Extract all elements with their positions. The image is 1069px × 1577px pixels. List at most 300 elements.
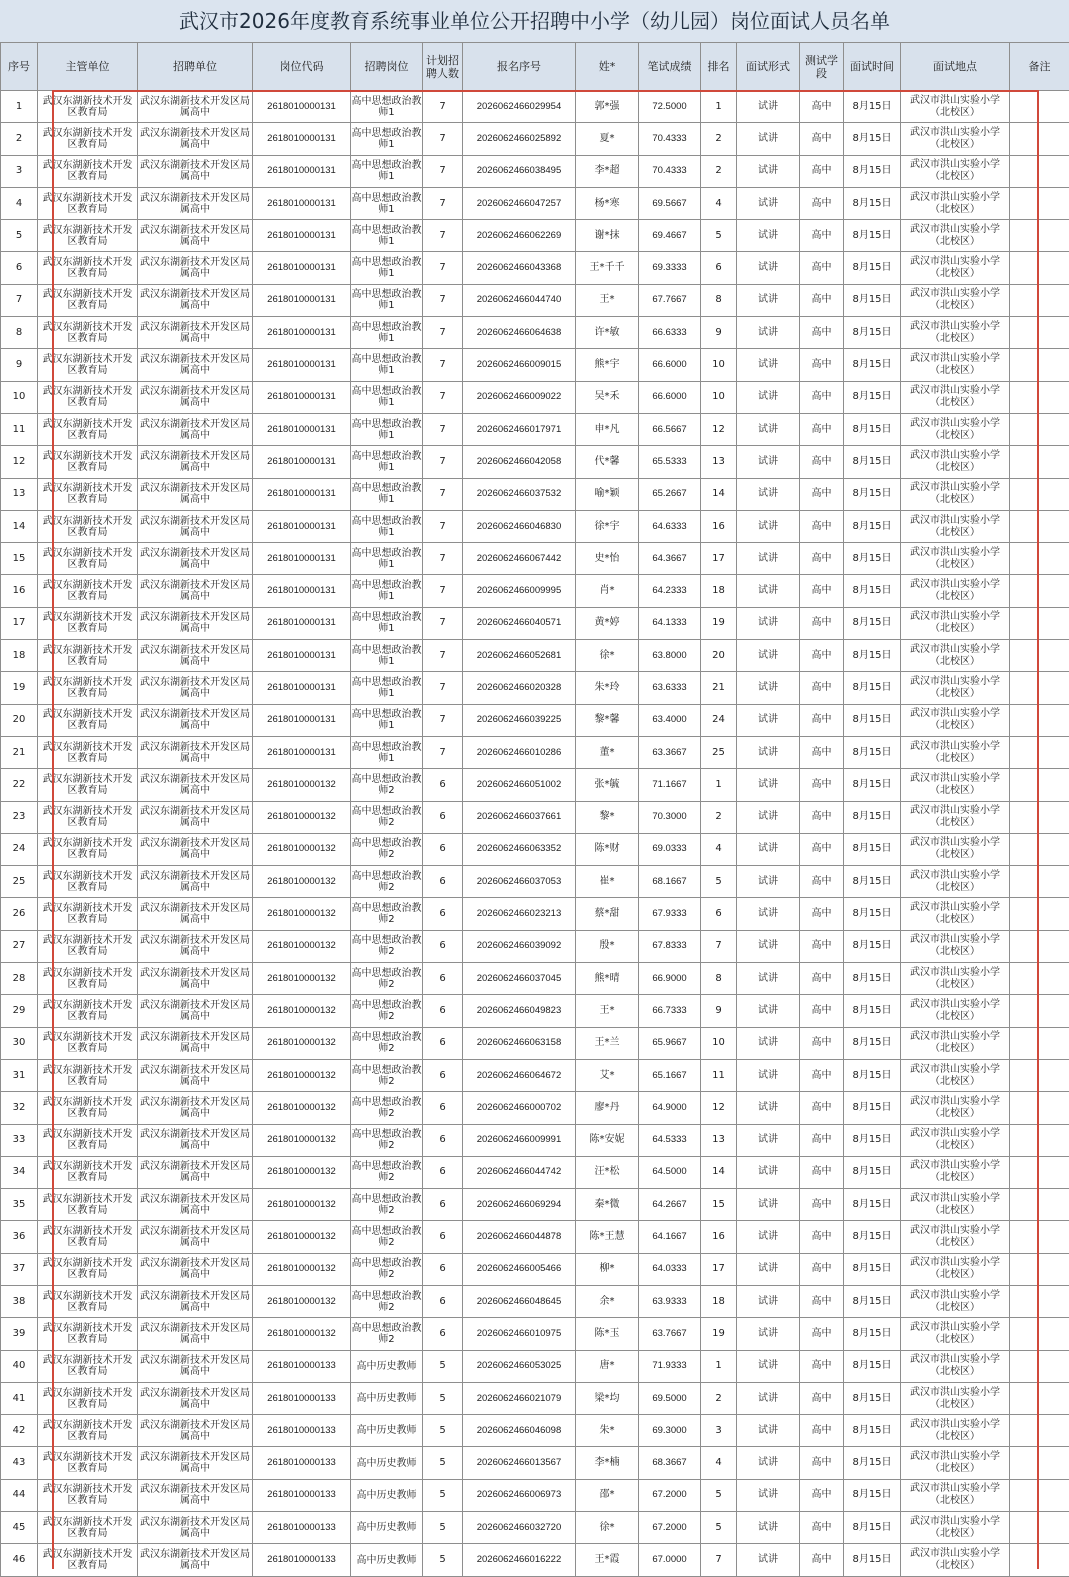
cell-authority: 武汉东湖新技术开发区教育局 bbox=[38, 1318, 138, 1350]
cell-name: 张*毓 bbox=[576, 769, 639, 801]
cell-interview-date: 8月15日 bbox=[844, 1124, 901, 1156]
cell-written-score: 71.1667 bbox=[639, 769, 701, 801]
cell-remarks bbox=[1010, 1124, 1069, 1156]
cell-remarks bbox=[1010, 1059, 1069, 1091]
cell-post-code: 2618010000132 bbox=[253, 1059, 351, 1091]
cell-stage: 高中 bbox=[800, 1544, 844, 1576]
col-header-written-score: 笔试成绩 bbox=[639, 43, 701, 91]
cell-stage: 高中 bbox=[800, 1221, 844, 1253]
table-row bbox=[1, 1544, 1069, 1576]
cell-post: 高中历史教师 bbox=[351, 1479, 423, 1511]
cell-rank: 2 bbox=[701, 1382, 737, 1414]
cell-written-score: 63.6333 bbox=[639, 672, 701, 704]
cell-interview-date: 8月15日 bbox=[844, 1350, 901, 1382]
cell-written-score: 68.3667 bbox=[639, 1447, 701, 1479]
cell-registration-no: 2026062466044742 bbox=[463, 1156, 576, 1188]
cell-remarks bbox=[1010, 1447, 1069, 1479]
col-header-post: 招聘岗位 bbox=[351, 43, 423, 91]
cell-authority: 武汉东湖新技术开发区教育局 bbox=[38, 446, 138, 478]
cell-authority: 武汉东湖新技术开发区教育局 bbox=[38, 736, 138, 768]
cell-interview-date: 8月15日 bbox=[844, 963, 901, 995]
cell-interview-site: 武汉市洪山实验小学（北校区） bbox=[901, 413, 1010, 445]
cell-employer: 武汉东湖新技术开发区局属高中 bbox=[138, 1447, 253, 1479]
cell-registration-no: 2026062466037661 bbox=[463, 801, 576, 833]
cell-index: 14 bbox=[1, 510, 38, 542]
cell-employer: 武汉东湖新技术开发区局属高中 bbox=[138, 995, 253, 1027]
cell-interview-site: 武汉市洪山实验小学（北校区） bbox=[901, 510, 1010, 542]
cell-interview-date: 8月15日 bbox=[844, 1512, 901, 1544]
cell-interview-form: 试讲 bbox=[737, 1285, 800, 1317]
cell-interview-site: 武汉市洪山实验小学（北校区） bbox=[901, 252, 1010, 284]
cell-post-code: 2618010000132 bbox=[253, 833, 351, 865]
cell-remarks bbox=[1010, 155, 1069, 187]
cell-interview-site: 武汉市洪山实验小学（北校区） bbox=[901, 1285, 1010, 1317]
cell-remarks bbox=[1010, 1156, 1069, 1188]
cell-registration-no: 2026062466040571 bbox=[463, 607, 576, 639]
cell-index: 35 bbox=[1, 1189, 38, 1221]
cell-post-code: 2618010000133 bbox=[253, 1415, 351, 1447]
cell-stage: 高中 bbox=[800, 607, 844, 639]
cell-registration-no: 2026062466021079 bbox=[463, 1382, 576, 1414]
table-row bbox=[1, 220, 1069, 252]
cell-name: 柳* bbox=[576, 1253, 639, 1285]
cell-registration-no: 2026062466009015 bbox=[463, 349, 576, 381]
cell-interview-date: 8月15日 bbox=[844, 1447, 901, 1479]
cell-interview-date: 8月15日 bbox=[844, 123, 901, 155]
cell-interview-site: 武汉市洪山实验小学（北校区） bbox=[901, 1092, 1010, 1124]
cell-interview-site: 武汉市洪山实验小学（北校区） bbox=[901, 930, 1010, 962]
table-row bbox=[1, 317, 1069, 349]
cell-index: 40 bbox=[1, 1350, 38, 1382]
cell-written-score: 65.9667 bbox=[639, 1027, 701, 1059]
cell-interview-form: 试讲 bbox=[737, 1544, 800, 1576]
cell-written-score: 69.5000 bbox=[639, 1382, 701, 1414]
cell-index: 3 bbox=[1, 155, 38, 187]
table-row bbox=[1, 995, 1069, 1027]
cell-rank: 25 bbox=[701, 736, 737, 768]
cell-interview-site: 武汉市洪山实验小学（北校区） bbox=[901, 317, 1010, 349]
cell-post-code: 2618010000131 bbox=[253, 607, 351, 639]
cell-rank: 3 bbox=[701, 1415, 737, 1447]
table-row bbox=[1, 1479, 1069, 1511]
cell-index: 25 bbox=[1, 866, 38, 898]
cell-registration-no: 2026062466064638 bbox=[463, 317, 576, 349]
cell-registration-no: 2026062466032720 bbox=[463, 1512, 576, 1544]
cell-stage: 高中 bbox=[800, 1092, 844, 1124]
cell-rank: 4 bbox=[701, 187, 737, 219]
cell-employer: 武汉东湖新技术开发区局属高中 bbox=[138, 91, 253, 123]
table-row bbox=[1, 704, 1069, 736]
cell-index: 27 bbox=[1, 930, 38, 962]
cell-planned-count: 7 bbox=[423, 510, 463, 542]
cell-name: 徐* bbox=[576, 640, 639, 672]
cell-remarks bbox=[1010, 801, 1069, 833]
cell-interview-site: 武汉市洪山实验小学（北校区） bbox=[901, 543, 1010, 575]
cell-remarks bbox=[1010, 123, 1069, 155]
cell-name: 蔡*甜 bbox=[576, 898, 639, 930]
cell-post-code: 2618010000132 bbox=[253, 1318, 351, 1350]
cell-stage: 高中 bbox=[800, 220, 844, 252]
cell-employer: 武汉东湖新技术开发区局属高中 bbox=[138, 1350, 253, 1382]
cell-interview-date: 8月15日 bbox=[844, 1285, 901, 1317]
table-row bbox=[1, 187, 1069, 219]
cell-authority: 武汉东湖新技术开发区教育局 bbox=[38, 1285, 138, 1317]
cell-post-code: 2618010000132 bbox=[253, 1027, 351, 1059]
cell-index: 38 bbox=[1, 1285, 38, 1317]
cell-interview-site: 武汉市洪山实验小学（北校区） bbox=[901, 672, 1010, 704]
cell-written-score: 67.0000 bbox=[639, 1544, 701, 1576]
cell-interview-form: 试讲 bbox=[737, 1350, 800, 1382]
cell-post-code: 2618010000132 bbox=[253, 1156, 351, 1188]
cell-interview-site: 武汉市洪山实验小学（北校区） bbox=[901, 155, 1010, 187]
cell-written-score: 70.3000 bbox=[639, 801, 701, 833]
cell-post: 高中思想政治教师2 bbox=[351, 1189, 423, 1221]
cell-employer: 武汉东湖新技术开发区局属高中 bbox=[138, 672, 253, 704]
cell-index: 43 bbox=[1, 1447, 38, 1479]
cell-registration-no: 2026062466037532 bbox=[463, 478, 576, 510]
cell-registration-no: 2026062466044878 bbox=[463, 1221, 576, 1253]
cell-index: 18 bbox=[1, 640, 38, 672]
cell-rank: 1 bbox=[701, 769, 737, 801]
cell-post: 高中思想政治教师1 bbox=[351, 91, 423, 123]
cell-index: 32 bbox=[1, 1092, 38, 1124]
cell-name: 汪*松 bbox=[576, 1156, 639, 1188]
cell-post-code: 2618010000132 bbox=[253, 930, 351, 962]
cell-post-code: 2618010000133 bbox=[253, 1544, 351, 1576]
cell-name: 夏* bbox=[576, 123, 639, 155]
cell-post: 高中思想政治教师1 bbox=[351, 704, 423, 736]
cell-stage: 高中 bbox=[800, 413, 844, 445]
interview-list-table bbox=[0, 42, 1069, 1577]
cell-remarks bbox=[1010, 672, 1069, 704]
cell-registration-no: 2026062466037053 bbox=[463, 866, 576, 898]
cell-authority: 武汉东湖新技术开发区教育局 bbox=[38, 1544, 138, 1576]
cell-name: 朱* bbox=[576, 1415, 639, 1447]
cell-remarks bbox=[1010, 252, 1069, 284]
cell-post: 高中思想政治教师1 bbox=[351, 381, 423, 413]
cell-authority: 武汉东湖新技术开发区教育局 bbox=[38, 607, 138, 639]
cell-interview-form: 试讲 bbox=[737, 866, 800, 898]
cell-interview-site: 武汉市洪山实验小学（北校区） bbox=[901, 1544, 1010, 1576]
cell-authority: 武汉东湖新技术开发区教育局 bbox=[38, 413, 138, 445]
cell-stage: 高中 bbox=[800, 640, 844, 672]
table-row bbox=[1, 1124, 1069, 1156]
cell-written-score: 64.6333 bbox=[639, 510, 701, 542]
cell-planned-count: 5 bbox=[423, 1479, 463, 1511]
cell-index: 29 bbox=[1, 995, 38, 1027]
cell-rank: 13 bbox=[701, 446, 737, 478]
cell-rank: 4 bbox=[701, 833, 737, 865]
cell-post-code: 2618010000132 bbox=[253, 1092, 351, 1124]
cell-rank: 18 bbox=[701, 575, 737, 607]
cell-remarks bbox=[1010, 1318, 1069, 1350]
cell-interview-site: 武汉市洪山实验小学（北校区） bbox=[901, 704, 1010, 736]
cell-rank: 1 bbox=[701, 1350, 737, 1382]
cell-name: 徐* bbox=[576, 1512, 639, 1544]
cell-interview-site: 武汉市洪山实验小学（北校区） bbox=[901, 478, 1010, 510]
cell-registration-no: 2026062466069294 bbox=[463, 1189, 576, 1221]
cell-planned-count: 5 bbox=[423, 1512, 463, 1544]
cell-employer: 武汉东湖新技术开发区局属高中 bbox=[138, 284, 253, 316]
cell-rank: 16 bbox=[701, 1221, 737, 1253]
cell-interview-form: 试讲 bbox=[737, 1318, 800, 1350]
cell-remarks bbox=[1010, 1512, 1069, 1544]
cell-employer: 武汉东湖新技术开发区局属高中 bbox=[138, 123, 253, 155]
cell-written-score: 67.8333 bbox=[639, 930, 701, 962]
cell-name: 朱*玲 bbox=[576, 672, 639, 704]
cell-planned-count: 6 bbox=[423, 1318, 463, 1350]
cell-planned-count: 6 bbox=[423, 866, 463, 898]
cell-remarks bbox=[1010, 1189, 1069, 1221]
cell-index: 24 bbox=[1, 833, 38, 865]
cell-post: 高中思想政治教师1 bbox=[351, 575, 423, 607]
cell-employer: 武汉东湖新技术开发区局属高中 bbox=[138, 1479, 253, 1511]
table-row bbox=[1, 1318, 1069, 1350]
cell-interview-form: 试讲 bbox=[737, 930, 800, 962]
cell-post: 高中思想政治教师1 bbox=[351, 252, 423, 284]
cell-planned-count: 5 bbox=[423, 1447, 463, 1479]
cell-post: 高中思想政治教师2 bbox=[351, 898, 423, 930]
cell-written-score: 64.5000 bbox=[639, 1156, 701, 1188]
cell-remarks bbox=[1010, 1479, 1069, 1511]
cell-interview-form: 试讲 bbox=[737, 736, 800, 768]
col-header-interview-date: 面试时间 bbox=[844, 43, 901, 91]
col-header-authority: 主管单位 bbox=[38, 43, 138, 91]
cell-interview-form: 试讲 bbox=[737, 898, 800, 930]
cell-index: 28 bbox=[1, 963, 38, 995]
cell-rank: 14 bbox=[701, 478, 737, 510]
cell-remarks bbox=[1010, 510, 1069, 542]
col-header-interview-form: 面试形式 bbox=[737, 43, 800, 91]
cell-remarks bbox=[1010, 607, 1069, 639]
cell-stage: 高中 bbox=[800, 381, 844, 413]
cell-interview-date: 8月15日 bbox=[844, 1027, 901, 1059]
cell-name: 余* bbox=[576, 1285, 639, 1317]
cell-stage: 高中 bbox=[800, 1512, 844, 1544]
cell-index: 9 bbox=[1, 349, 38, 381]
cell-written-score: 65.2667 bbox=[639, 478, 701, 510]
cell-registration-no: 2026062466000702 bbox=[463, 1092, 576, 1124]
cell-registration-no: 2026062466044740 bbox=[463, 284, 576, 316]
cell-employer: 武汉东湖新技术开发区局属高中 bbox=[138, 866, 253, 898]
cell-post-code: 2618010000131 bbox=[253, 284, 351, 316]
col-header-registration-no: 报名序号 bbox=[463, 43, 576, 91]
cell-employer: 武汉东湖新技术开发区局属高中 bbox=[138, 1415, 253, 1447]
cell-stage: 高中 bbox=[800, 349, 844, 381]
cell-planned-count: 7 bbox=[423, 704, 463, 736]
cell-registration-no: 2026062466013567 bbox=[463, 1447, 576, 1479]
cell-written-score: 71.9333 bbox=[639, 1350, 701, 1382]
cell-index: 13 bbox=[1, 478, 38, 510]
table-row bbox=[1, 930, 1069, 962]
cell-employer: 武汉东湖新技术开发区局属高中 bbox=[138, 510, 253, 542]
cell-planned-count: 6 bbox=[423, 833, 463, 865]
cell-interview-site: 武汉市洪山实验小学（北校区） bbox=[901, 575, 1010, 607]
cell-registration-no: 2026062466020328 bbox=[463, 672, 576, 704]
cell-index: 21 bbox=[1, 736, 38, 768]
cell-authority: 武汉东湖新技术开发区教育局 bbox=[38, 866, 138, 898]
cell-written-score: 67.2000 bbox=[639, 1512, 701, 1544]
cell-interview-form: 试讲 bbox=[737, 1221, 800, 1253]
cell-name: 王*霞 bbox=[576, 1544, 639, 1576]
table-row bbox=[1, 833, 1069, 865]
cell-employer: 武汉东湖新技术开发区局属高中 bbox=[138, 1544, 253, 1576]
cell-interview-form: 试讲 bbox=[737, 284, 800, 316]
cell-stage: 高中 bbox=[800, 1285, 844, 1317]
cell-employer: 武汉东湖新技术开发区局属高中 bbox=[138, 187, 253, 219]
cell-authority: 武汉东湖新技术开发区教育局 bbox=[38, 1156, 138, 1188]
cell-interview-site: 武汉市洪山实验小学（北校区） bbox=[901, 1479, 1010, 1511]
cell-stage: 高中 bbox=[800, 1027, 844, 1059]
table-row bbox=[1, 155, 1069, 187]
cell-interview-form: 试讲 bbox=[737, 769, 800, 801]
cell-name: 吴*禾 bbox=[576, 381, 639, 413]
table-row bbox=[1, 898, 1069, 930]
cell-registration-no: 2026062466047257 bbox=[463, 187, 576, 219]
cell-index: 41 bbox=[1, 1382, 38, 1414]
cell-interview-date: 8月15日 bbox=[844, 769, 901, 801]
cell-stage: 高中 bbox=[800, 284, 844, 316]
cell-planned-count: 7 bbox=[423, 317, 463, 349]
cell-planned-count: 7 bbox=[423, 381, 463, 413]
cell-stage: 高中 bbox=[800, 575, 844, 607]
cell-post-code: 2618010000131 bbox=[253, 543, 351, 575]
cell-planned-count: 5 bbox=[423, 1350, 463, 1382]
table-row bbox=[1, 1350, 1069, 1382]
col-header-index: 序号 bbox=[1, 43, 38, 91]
cell-planned-count: 6 bbox=[423, 769, 463, 801]
cell-index: 8 bbox=[1, 317, 38, 349]
cell-post: 高中思想政治教师1 bbox=[351, 478, 423, 510]
cell-rank: 11 bbox=[701, 1059, 737, 1091]
cell-employer: 武汉东湖新技术开发区局属高中 bbox=[138, 801, 253, 833]
cell-remarks bbox=[1010, 284, 1069, 316]
cell-post: 高中思想政治教师2 bbox=[351, 1124, 423, 1156]
cell-planned-count: 7 bbox=[423, 607, 463, 639]
cell-interview-date: 8月15日 bbox=[844, 736, 901, 768]
cell-name: 王* bbox=[576, 995, 639, 1027]
cell-remarks bbox=[1010, 187, 1069, 219]
cell-name: 艾* bbox=[576, 1059, 639, 1091]
cell-remarks bbox=[1010, 91, 1069, 123]
cell-employer: 武汉东湖新技术开发区局属高中 bbox=[138, 833, 253, 865]
cell-post: 高中思想政治教师2 bbox=[351, 1092, 423, 1124]
cell-post-code: 2618010000133 bbox=[253, 1350, 351, 1382]
cell-authority: 武汉东湖新技术开发区教育局 bbox=[38, 995, 138, 1027]
cell-interview-form: 试讲 bbox=[737, 187, 800, 219]
cell-stage: 高中 bbox=[800, 1318, 844, 1350]
cell-employer: 武汉东湖新技术开发区局属高中 bbox=[138, 220, 253, 252]
cell-post: 高中思想政治教师2 bbox=[351, 1285, 423, 1317]
table-row bbox=[1, 736, 1069, 768]
table-row bbox=[1, 349, 1069, 381]
cell-interview-form: 试讲 bbox=[737, 704, 800, 736]
cell-interview-site: 武汉市洪山实验小学（北校区） bbox=[901, 1415, 1010, 1447]
cell-interview-site: 武汉市洪山实验小学（北校区） bbox=[901, 381, 1010, 413]
cell-name: 邵* bbox=[576, 1479, 639, 1511]
cell-authority: 武汉东湖新技术开发区教育局 bbox=[38, 1382, 138, 1414]
cell-employer: 武汉东湖新技术开发区局属高中 bbox=[138, 1156, 253, 1188]
cell-rank: 9 bbox=[701, 995, 737, 1027]
cell-employer: 武汉东湖新技术开发区局属高中 bbox=[138, 769, 253, 801]
cell-index: 36 bbox=[1, 1221, 38, 1253]
cell-employer: 武汉东湖新技术开发区局属高中 bbox=[138, 1318, 253, 1350]
cell-post: 高中思想政治教师1 bbox=[351, 736, 423, 768]
cell-post: 高中思想政治教师1 bbox=[351, 543, 423, 575]
cell-interview-date: 8月15日 bbox=[844, 1156, 901, 1188]
cell-written-score: 67.7667 bbox=[639, 284, 701, 316]
cell-interview-date: 8月15日 bbox=[844, 478, 901, 510]
cell-interview-site: 武汉市洪山实验小学（北校区） bbox=[901, 607, 1010, 639]
cell-post-code: 2618010000133 bbox=[253, 1447, 351, 1479]
cell-employer: 武汉东湖新技术开发区局属高中 bbox=[138, 1059, 253, 1091]
cell-planned-count: 5 bbox=[423, 1544, 463, 1576]
cell-written-score: 63.3667 bbox=[639, 736, 701, 768]
cell-planned-count: 7 bbox=[423, 736, 463, 768]
cell-post-code: 2618010000131 bbox=[253, 478, 351, 510]
cell-rank: 14 bbox=[701, 1156, 737, 1188]
cell-employer: 武汉东湖新技术开发区局属高中 bbox=[138, 640, 253, 672]
cell-authority: 武汉东湖新技术开发区教育局 bbox=[38, 1479, 138, 1511]
cell-rank: 5 bbox=[701, 1512, 737, 1544]
cell-interview-form: 试讲 bbox=[737, 349, 800, 381]
cell-interview-date: 8月15日 bbox=[844, 640, 901, 672]
cell-interview-form: 试讲 bbox=[737, 1027, 800, 1059]
cell-employer: 武汉东湖新技术开发区局属高中 bbox=[138, 1512, 253, 1544]
cell-written-score: 69.0333 bbox=[639, 833, 701, 865]
cell-authority: 武汉东湖新技术开发区教育局 bbox=[38, 1512, 138, 1544]
cell-registration-no: 2026062466009991 bbox=[463, 1124, 576, 1156]
cell-remarks bbox=[1010, 1285, 1069, 1317]
cell-post-code: 2618010000131 bbox=[253, 446, 351, 478]
cell-authority: 武汉东湖新技术开发区教育局 bbox=[38, 1059, 138, 1091]
cell-stage: 高中 bbox=[800, 543, 844, 575]
cell-interview-date: 8月15日 bbox=[844, 898, 901, 930]
cell-post: 高中思想政治教师2 bbox=[351, 1253, 423, 1285]
table-row bbox=[1, 640, 1069, 672]
cell-post: 高中历史教师 bbox=[351, 1447, 423, 1479]
table-row bbox=[1, 284, 1069, 316]
cell-remarks bbox=[1010, 704, 1069, 736]
table-header bbox=[1, 43, 1069, 91]
cell-interview-date: 8月15日 bbox=[844, 381, 901, 413]
cell-employer: 武汉东湖新技术开发区局属高中 bbox=[138, 349, 253, 381]
cell-rank: 24 bbox=[701, 704, 737, 736]
cell-interview-form: 试讲 bbox=[737, 252, 800, 284]
cell-planned-count: 6 bbox=[423, 1156, 463, 1188]
cell-interview-form: 试讲 bbox=[737, 317, 800, 349]
cell-rank: 19 bbox=[701, 1318, 737, 1350]
cell-rank: 5 bbox=[701, 1479, 737, 1511]
cell-planned-count: 7 bbox=[423, 349, 463, 381]
cell-post-code: 2618010000132 bbox=[253, 866, 351, 898]
cell-index: 22 bbox=[1, 769, 38, 801]
table-row bbox=[1, 607, 1069, 639]
cell-employer: 武汉东湖新技术开发区局属高中 bbox=[138, 736, 253, 768]
cell-rank: 6 bbox=[701, 898, 737, 930]
cell-post: 高中思想政治教师1 bbox=[351, 413, 423, 445]
cell-registration-no: 2026062466046098 bbox=[463, 1415, 576, 1447]
table-row bbox=[1, 446, 1069, 478]
cell-name: 黎* bbox=[576, 801, 639, 833]
cell-interview-date: 8月15日 bbox=[844, 187, 901, 219]
cell-name: 董* bbox=[576, 736, 639, 768]
cell-interview-date: 8月15日 bbox=[844, 510, 901, 542]
cell-post-code: 2618010000132 bbox=[253, 963, 351, 995]
cell-stage: 高中 bbox=[800, 995, 844, 1027]
cell-employer: 武汉东湖新技术开发区局属高中 bbox=[138, 1221, 253, 1253]
cell-stage: 高中 bbox=[800, 1382, 844, 1414]
